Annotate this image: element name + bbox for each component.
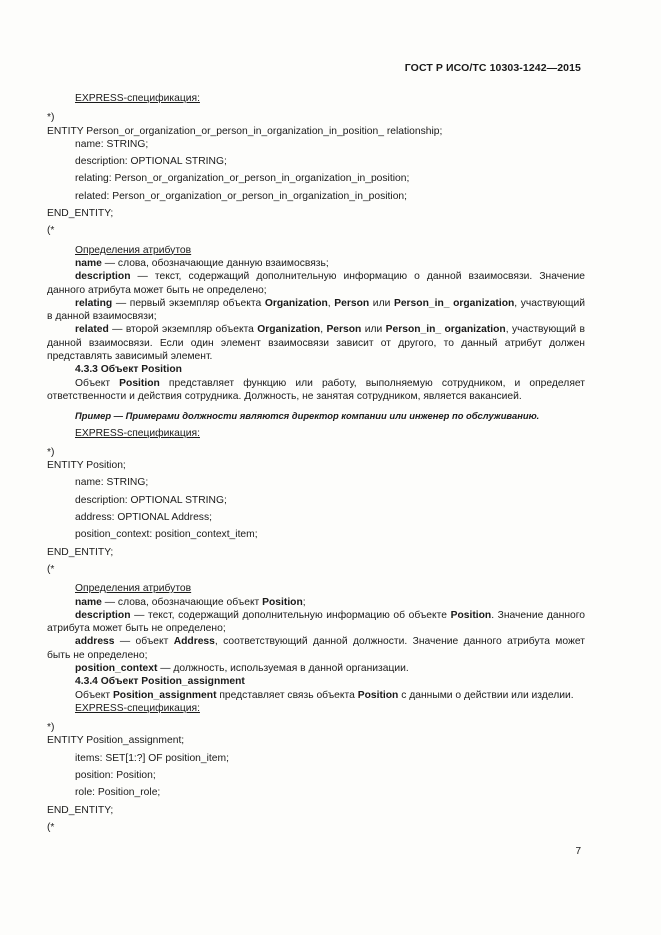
attribute-definition: name — слова, обозначающие объект Position;	[75, 596, 306, 608]
entity-attribute: related: Person_or_organization_or_person_in_organization_in_position;	[75, 190, 408, 202]
attribute-definition: relating — первый экземпляр объекта Organization, Person или Person_in_ organization, участвующий в данной взаимосвязи;	[47, 297, 585, 323]
entity-attribute: role: Position_role;	[75, 787, 161, 799]
express-open: *)	[47, 722, 55, 734]
section-heading: 4.3.3 Объект Position	[75, 364, 182, 376]
entity-attribute: items: SET[1:?] OF position_item;	[75, 752, 229, 764]
section-intro: Объект Position представляет функцию или работу, выполняемую сотрудником, и определяет ответственности и действия сотрудника. Должность, не занятая сотрудником, является вакансией.	[47, 377, 585, 402]
entity-attribute: name: STRING;	[75, 477, 149, 489]
entity-attribute: position_context: position_context_item;	[75, 529, 258, 541]
express-spec-label: EXPRESS-спецификация:	[75, 427, 200, 439]
express-open: *)	[47, 112, 55, 124]
express-spec-label: EXPRESS-спецификация:	[75, 702, 200, 714]
page-content	[47, 92, 585, 834]
entity-end: END_ENTITY;	[47, 804, 114, 816]
express-spec-label: EXPRESS-спецификация:	[75, 93, 200, 104]
attribute-definition: address — объект Address, соответствующий данной должности. Значение данного атрибута может быть не определено;	[47, 636, 585, 661]
example-note: Пример — Примерами должности являются директор компании или инженер по обслуживанию.	[75, 410, 540, 422]
express-close: (*	[47, 563, 55, 575]
section-intro: Объект Position_assignment представляет связь объекта Position с данными о действии или изделии.	[75, 689, 574, 701]
attribute-definitions-title: Определения атрибутов	[75, 583, 192, 595]
express-open: *)	[47, 446, 55, 458]
attribute-definition: description — текст, содержащий дополнительную информацию об объекте Position. Значение данного атрибута может быть не определено;	[47, 609, 585, 635]
entity-declaration: ENTITY Position_assignment;	[47, 735, 185, 747]
attribute-definition: related — второй экземпляр объекта Organization, Person или Person_in_ organization, участвующий в данной взаимосвязи. Если один элемент взаимосвязи зависит от другого, то данный атрибут должен представлять зависимый элемент.	[47, 324, 585, 363]
attribute-definition: description — текст, содержащий дополнительную информацию о данной взаимосвязи. Значение данного атрибута может быть не определено;	[47, 271, 585, 296]
entity-attribute: description: OPTIONAL STRING;	[75, 494, 227, 506]
attribute-definitions-title: Определения атрибутов	[75, 244, 192, 256]
entity-attribute: address: OPTIONAL Address;	[75, 512, 212, 524]
entity-declaration: ENTITY Person_or_organization_or_person_in_organization_in_position_ relationship;	[47, 125, 443, 137]
entity-attribute: name: STRING;	[75, 138, 149, 150]
section-heading: 4.3.4 Объект Position_assignment	[75, 676, 245, 688]
page-number: 7	[575, 846, 581, 857]
entity-end: END_ENTITY;	[47, 208, 114, 220]
entity-end: END_ENTITY;	[47, 546, 114, 558]
entity-attribute: description: OPTIONAL STRING;	[75, 156, 227, 168]
entity-attribute: position: Position;	[75, 770, 156, 782]
document-header: ГОСТ Р ИСО/ТС 10303-1242—2015	[404, 62, 581, 74]
attribute-definition: position_context — должность, используемая в данной организации.	[75, 662, 409, 674]
entity-declaration: ENTITY Position;	[47, 460, 126, 472]
attribute-definition: name — слова, обозначающие данную взаимосвязь;	[75, 257, 329, 269]
entity-attribute: relating: Person_or_organization_or_person_in_organization_in_position;	[75, 173, 410, 185]
express-close: (*	[47, 821, 55, 833]
express-close: (*	[47, 225, 55, 237]
